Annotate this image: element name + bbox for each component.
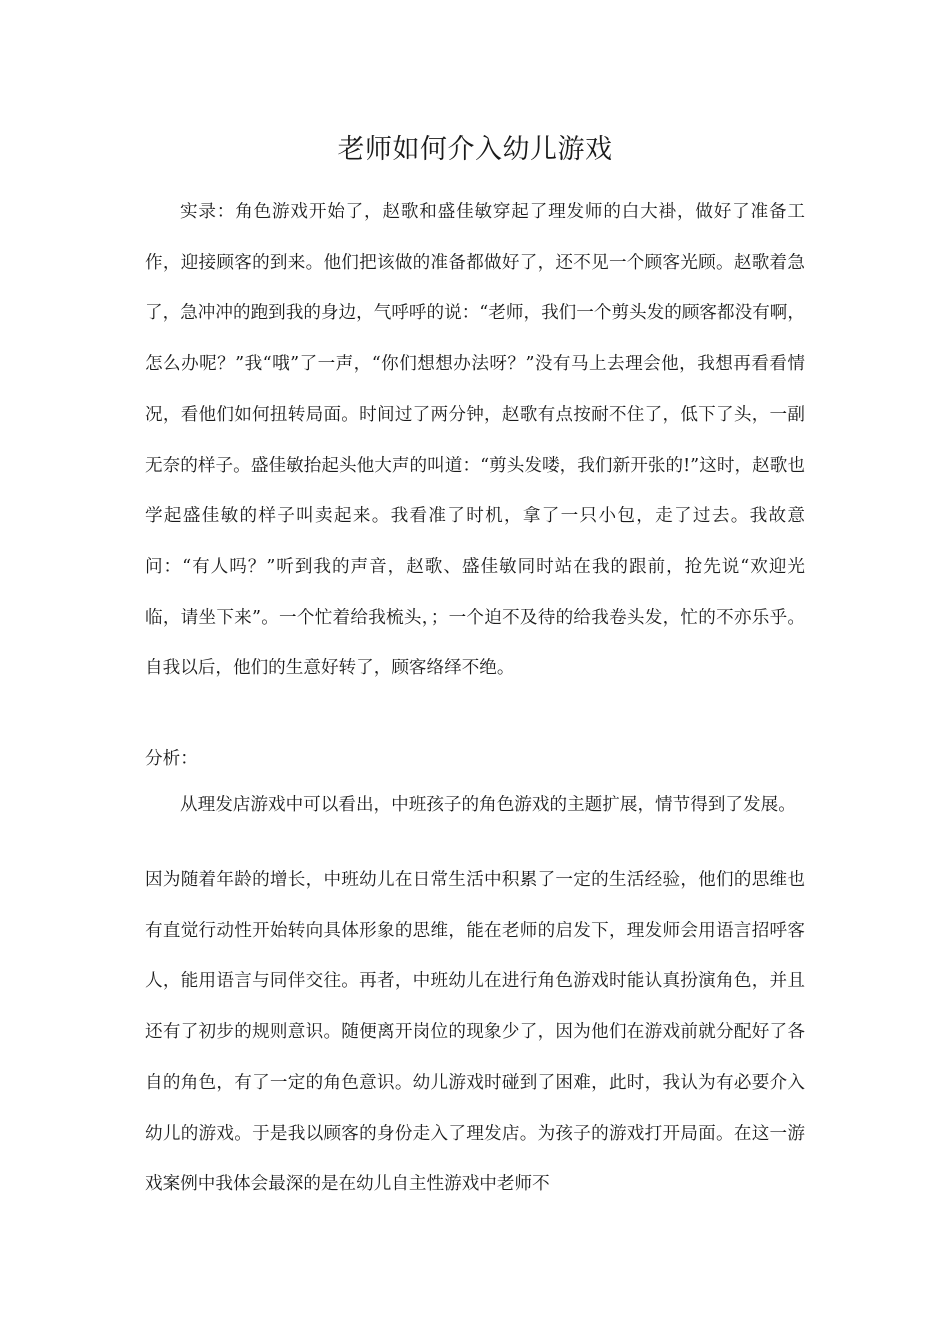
paragraph-analysis-label: 分析： bbox=[145, 749, 198, 769]
paragraph-record: 实录：角色游戏开始了，赵歌和盛佳敏穿起了理发师的白大褂，做好了准备工作，迎接顾客的到来。他们把该做的准备都做好了，还不见一个顾客光顾。赵歌着急了，急冲冲的跑到我的身边，气呼呼的说：“老师，我们一个剪头发的顾客都没有啊，怎么办呢？”我“哦”了一声，“你们想想办法呀？”没有马上去理会他，我想再看看情况，看他们如何扭转局面。时间过了两分钟，赵歌有点按耐不住了，低下了头，一副无奈的样子。盛佳敏抬起头他大声的叫道：“剪头发喽，我们新开张的!”这时，赵歌也学起盛佳敏的样子叫卖起来。我看准了时机，拿了一只小包，走了过去。我故意问：“有人吗？”听到我的声音，赵歌、盛佳敏同时站在我的跟前，抢先说“欢迎光临，请坐下来”。一个忙着给我梳头，；一个迫不及待的给我卷头发，忙的不亦乐乎。自我以后，他们的生意好转了，顾客络绎不绝。 bbox=[145, 202, 805, 679]
paragraph-analysis-body: 因为随着年龄的增长，中班幼儿在日常生活中积累了一定的生活经验，他们的思维也有直觉行动性开始转向具体形象的思维，能在老师的启发下，理发师会用语言招呼客人，能用语言与同伴交往。再者，中班幼儿在进行角色游戏时能认真扮演角色，并且还有了初步的规则意识。随便离开岗位的现象少了，因为他们在游戏前就分配好了各自的角色，有了一定的角色意识。幼儿游戏时碰到了困难，此时，我认为有必要介入幼儿的游戏。于是我以顾客的身份走入了理发店。为孩子的游戏打开局面。在这一游戏案例中我体会最深的是在幼儿自主性游戏中老师不 bbox=[145, 870, 805, 1195]
document-title: 老师如何介入幼儿游戏 bbox=[337, 134, 613, 165]
paragraph-analysis-intro: 从理发店游戏中可以看出，中班孩子的角色游戏的主题扩展，情节得到了发展。 bbox=[180, 795, 796, 815]
